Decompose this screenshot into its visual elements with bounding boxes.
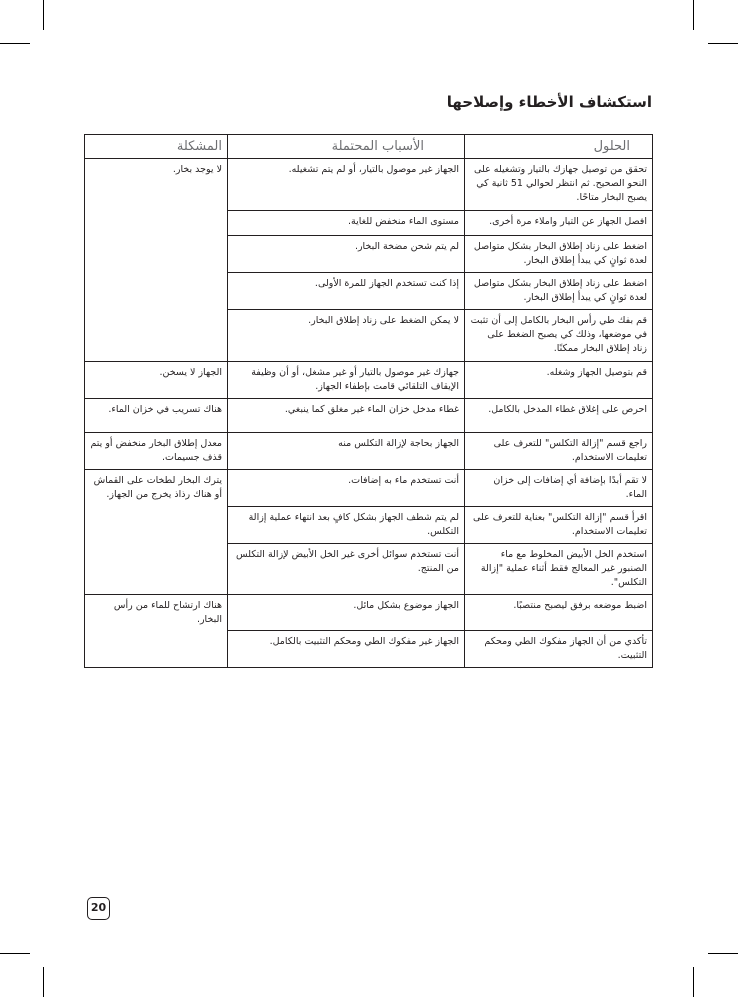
crop-mark xyxy=(0,953,30,954)
solution-cell: لا تقم أبدًا بإضافة أي إضافات إلى خزان الماء. xyxy=(465,470,653,507)
problem-cell: يترك البخار لطخات على القماش أو هناك رذاذ يخرج من الجهاز. xyxy=(85,470,228,595)
cause-cell: الجهاز موضوع بشكل مائل. xyxy=(228,595,465,631)
causes-header: الأسباب المحتملة xyxy=(228,135,465,159)
problem-cell: هناك ارتشاح للماء من رأس البخار. xyxy=(85,595,228,668)
solution-cell: راجع قسم "إزالة التكلس" للتعرف على تعليمات الاستخدام. xyxy=(465,433,653,470)
crop-mark xyxy=(0,43,30,44)
table-row xyxy=(85,433,653,470)
table-row xyxy=(85,470,653,507)
page-title: استكشاف الأخطاء وإصلاحها xyxy=(446,93,652,111)
table-row xyxy=(85,159,653,211)
crop-mark xyxy=(43,0,44,30)
solution-cell: اقرأ قسم "إزالة التكلس" بعناية للتعرف على تعليمات الاستخدام. xyxy=(465,507,653,544)
cause-cell: الجهاز غير موصول بالتيار، أو لم يتم تشغيله. xyxy=(228,159,465,211)
solutions-header: الحلول xyxy=(465,135,653,159)
crop-mark xyxy=(693,967,694,997)
cause-cell: أنت تستخدم ماء به إضافات. xyxy=(228,470,465,507)
solution-cell: احرص على إغلاق غطاء المدخل بالكامل. xyxy=(465,399,653,433)
solution-cell: استخدم الخل الأبيض المخلوط مع ماء الصنبور غير المعالج فقط أثناء عملية "إزالة التكلس". xyxy=(465,544,653,595)
solution-cell: قم بفك طي رأس البخار بالكامل إلى أن تثبت في موضعها، وذلك كي يصبح الضغط على زناد إطلاق البخار ممكنًا. xyxy=(465,310,653,362)
cause-cell: لم يتم شحن مضخة البخار. xyxy=(228,236,465,273)
table-header-row xyxy=(85,135,653,159)
crop-mark xyxy=(693,0,694,30)
cause-cell: إذا كنت تستخدم الجهاز للمرة الأولى. xyxy=(228,273,465,310)
solution-cell: تحقق من توصيل جهازك بالتيار وتشغيله على النحو الصحيح. ثم انتظر لحوالي 51 ثانية كي يصبح البخار متاحًا. xyxy=(465,159,653,211)
cause-cell: غطاء مدخل خزان الماء غير مغلق كما ينبغي. xyxy=(228,399,465,433)
table-row xyxy=(85,362,653,399)
cause-cell: مستوى الماء منخفض للغاية. xyxy=(228,211,465,236)
cause-cell: أنت تستخدم سوائل أخرى غير الخل الأبيض لإزالة التكلس من المنتج. xyxy=(228,544,465,595)
table-row xyxy=(85,399,653,433)
crop-mark xyxy=(708,953,738,954)
problem-cell: لا يوجد بخار. xyxy=(85,159,228,362)
cause-cell: الجهاز غير مفكوك الطي ومحكم التثبيت بالكامل. xyxy=(228,631,465,668)
troubleshooting-table xyxy=(84,134,653,668)
solution-cell: افصل الجهاز عن التيار واملاء مرة أخرى. xyxy=(465,211,653,236)
problem-header: المشكلة xyxy=(85,135,228,159)
cause-cell: لم يتم شطف الجهاز بشكل كافٍ بعد انتهاء عملية إزالة التكلس. xyxy=(228,507,465,544)
problem-cell: الجهاز لا يسخن. xyxy=(85,362,228,399)
crop-mark xyxy=(43,967,44,997)
cause-cell: جهازك غير موصول بالتيار أو غير مشغل، أو أن وظيفة الإيقاف التلقائي قامت بإطفاء الجهاز. xyxy=(228,362,465,399)
solution-cell: قم بتوصيل الجهاز وشغله. xyxy=(465,362,653,399)
solution-cell: اضغط على زناد إطلاق البخار بشكل متواصل لعدة ثوانٍ كي يبدأ إطلاق البخار. xyxy=(465,236,653,273)
cause-cell: الجهاز بحاجة لإزالة التكلس منه xyxy=(228,433,465,470)
solution-cell: تأكدي من أن الجهاز مفكوك الطي ومحكم التثبيت. xyxy=(465,631,653,668)
solution-cell: اضبط موضعه برفق ليصبح منتصبًا. xyxy=(465,595,653,631)
table-row xyxy=(85,595,653,631)
page-number: 20 xyxy=(87,897,110,920)
problem-cell: هناك تسريب في خزان الماء. xyxy=(85,399,228,433)
solution-cell: اضغط على زناد إطلاق البخار بشكل متواصل لعدة ثوانٍ كي يبدأ إطلاق البخار. xyxy=(465,273,653,310)
crop-mark xyxy=(708,43,738,44)
cause-cell: لا يمكن الضغط على زناد إطلاق البخار. xyxy=(228,310,465,362)
problem-cell: معدل إطلاق البخار منخفض أو يتم قذف جسيمات. xyxy=(85,433,228,470)
